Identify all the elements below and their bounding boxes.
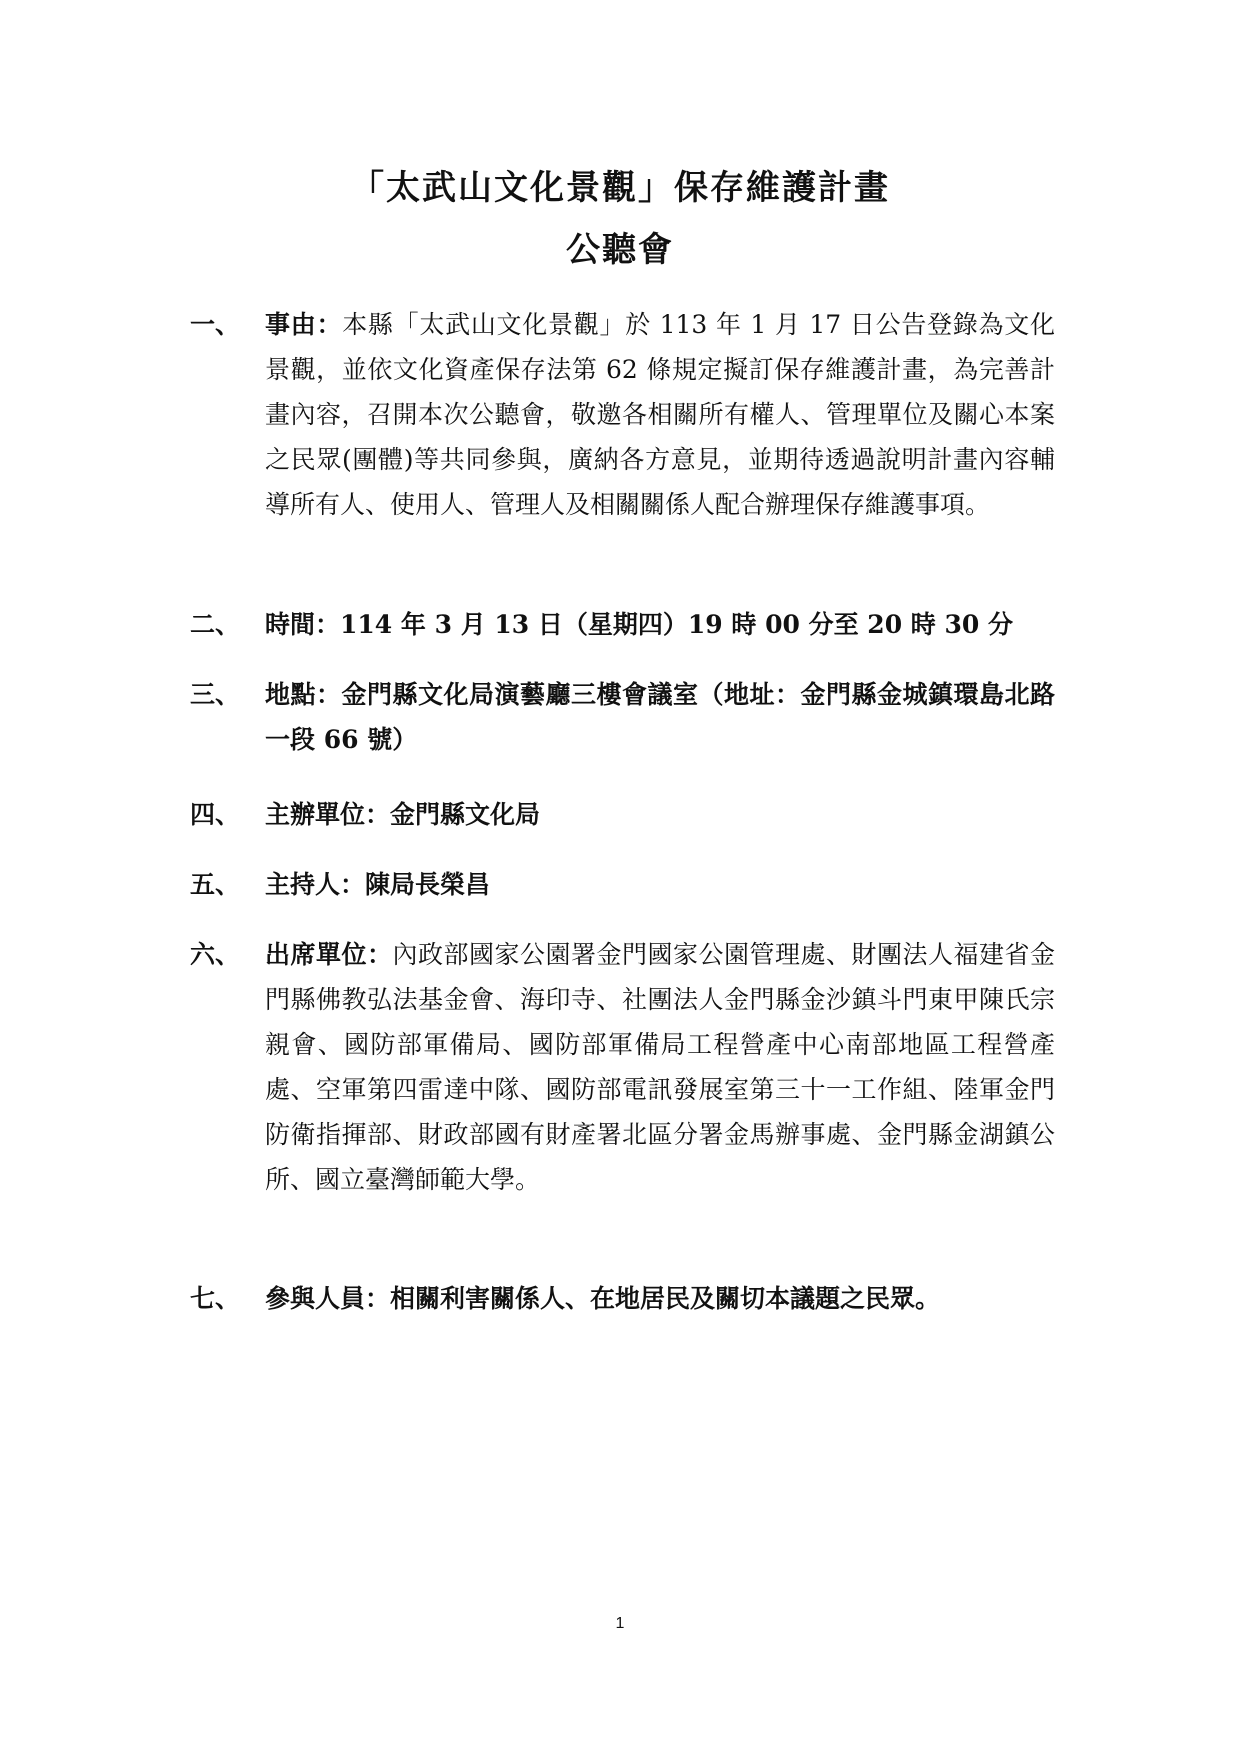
item-text: 內政部國家公園署金門國家公園管理處、財團法人福建省金門縣佛教弘法基金會、海印寺、社團法人金門縣金沙鎮斗門東甲陳氏宗親會、國防部軍備局、國防部軍備局工程營產中心南部地區工程營產處、空軍第四雷達中隊、國防部電訊發展室第三十一工作組、陸軍金門防衛指揮部、財政部國有財產署北區分署金馬辦事處、金門縣金湖鎮公所、國立臺灣師範大學。 [265,940,1055,1194]
item-number: 三、 [190,680,241,709]
item-number: 五、 [190,870,241,899]
item-number: 四、 [190,800,241,829]
item-label: 事由： [265,310,343,339]
document-title: 「太武山文化景觀」保存維護計畫 [350,168,890,208]
item-body [265,602,1055,647]
item-text: 114 年 3 月 13 日（星期四）19 時 00 分至 20 時 30 分 [340,610,1013,639]
item-number: 六、 [190,940,241,969]
item-body [265,792,1055,837]
page-number: 1 [615,1615,625,1632]
item-label: 時間： [265,610,341,639]
item-text: 相關利害關係人、在地居民及關切本議題之民眾。 [390,1284,941,1313]
item-label: 地點： [265,680,342,709]
item-label: 參與人員： [265,1284,391,1313]
item-body [265,672,1055,762]
item-text: 本縣「太武山文化景觀」於 113 年 1 月 17 日公告登錄為文化景觀，並依文化資產保存法第 62 條規定擬訂保存維護計畫，為完善計畫內容，召開本次公聽會，敬邀各相關所有權人、管理單位及關心本案之民眾(團體)等共同參與，廣納各方意見，並期待透過說明計畫內容輔導所有人、使用人、管理人及相關關係人配合辦理保存維護事項。 [265,310,1055,519]
item-number: 二、 [190,610,241,639]
item-number: 一、 [190,310,241,339]
item-label: 主辦單位： [265,800,391,829]
item-body [265,1276,1055,1321]
item-text: 陳局長榮昌 [365,870,491,899]
item-label: 出席單位： [265,940,393,969]
item-body [265,302,1055,527]
item-label: 主持人： [265,870,366,899]
item-text: 金門縣文化局演藝廳三樓會議室（地址：金門縣金城鎮環島北路一段 66 號） [265,680,1055,754]
item-text: 金門縣文化局 [390,800,541,829]
item-body [265,932,1055,1202]
document-subtitle: 公聽會 [566,230,674,270]
item-number: 七、 [190,1284,241,1313]
item-body [265,862,1055,907]
